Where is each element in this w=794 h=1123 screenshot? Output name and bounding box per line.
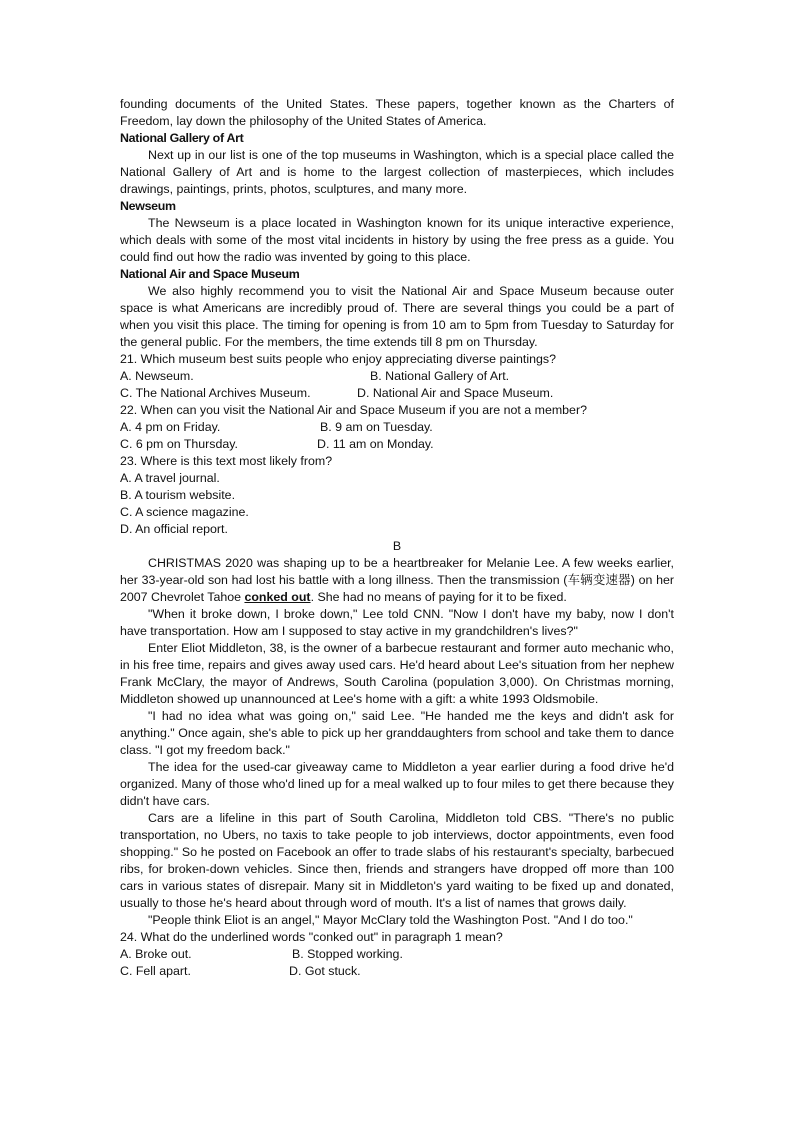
- passage-b-p1-after: . She had no means of paying for it to be fixed.: [310, 590, 567, 604]
- question-24-option-d: D. Got stuck.: [289, 964, 361, 978]
- passage-b-paragraph-5: The idea for the used-car giveaway came to Middleton a year earlier during a food drive he'd organized. Many of those who'd lined up for a meal walked up to four miles to get there because they didn't have cars.: [120, 760, 674, 808]
- passage-b-paragraph-1: [120, 555, 674, 606]
- question-21-option-d: D. National Air and Space Museum.: [357, 386, 554, 400]
- question-23-option-a: A. A travel journal.: [120, 471, 220, 485]
- question-22-options-row-2: [120, 436, 674, 453]
- section-body-newseum: The Newseum is a place located in Washington known for its unique interactive experience, which deals with some of the most vital incidents in history by using the free press as a guide. You could find out how the radio was invented by going to this place.: [120, 216, 674, 264]
- question-24-options-row-1: [120, 946, 674, 963]
- question-21-options-row-2: [120, 385, 674, 402]
- question-22-option-a: A. 4 pm on Friday.: [120, 420, 221, 434]
- question-21-option-b: B. National Gallery of Art.: [370, 369, 510, 383]
- passage-b-paragraph-7: "People think Eliot is an angel," Mayor McClary told the Washington Post. "And I do too.": [148, 913, 633, 927]
- question-23-option-b: B. A tourism website.: [120, 488, 236, 502]
- passage-b-paragraph-4: "I had no idea what was going on," said Lee. "He handed me the keys and didn't ask for anything." Once again, she's able to pick up her granddaughters from school and take them to dance class. "I got my freedom back.": [120, 709, 674, 757]
- question-24-stem: 24. What do the underlined words "conked out" in paragraph 1 mean?: [120, 930, 503, 944]
- question-22-options-row-1: [120, 419, 674, 436]
- passage-a-intro-tail: founding documents of the United States. These papers, together known as the Charters of Freedom, lay down the philosophy of the United States of America.: [120, 97, 674, 128]
- section-heading-newseum: Newseum: [120, 199, 176, 213]
- passage-b-paragraph-3: Enter Eliot Middleton, 38, is the owner of a barbecue restaurant and former auto mechanic who, in his free time, repairs and gives away used cars. He'd heard about Lee's situation from her nephew Frank McClary, the mayor of Andrews, South Carolina (population 3,000). On Christmas morning, Middleton showed up unannounced at Lee's home with a gift: a white 1993 Oldsmobile.: [120, 641, 674, 706]
- question-22-option-c: C. 6 pm on Thursday.: [120, 437, 238, 451]
- passage-b-label: B: [392, 539, 402, 553]
- document-page: [120, 96, 674, 980]
- question-21-option-c: C. The National Archives Museum.: [120, 386, 311, 400]
- question-23-option-d: D. An official report.: [120, 522, 228, 536]
- question-24-option-b: B. Stopped working.: [292, 947, 403, 961]
- question-24-option-c: C. Fell apart.: [120, 964, 191, 978]
- question-23-stem: 23. Where is this text most likely from?: [120, 454, 333, 468]
- question-21-options-row-1: [120, 368, 674, 385]
- question-22-stem: 22. When can you visit the National Air and Space Museum if you are not a member?: [120, 403, 587, 417]
- section-body-air-space: We also highly recommend you to visit the National Air and Space Museum because outer space is what Americans are incredibly proud of. There are several things you could be a part of when you visit this place. The timing for opening is from 10 am to 5pm from Tuesday to Saturday for the general public. For the members, the time extends till 8 pm on Thursday.: [120, 284, 674, 349]
- passage-b-paragraph-6: Cars are a lifeline in this part of South Carolina, Middleton told CBS. "There's no public transportation, no Ubers, no taxis to take people to job interviews, doctor appointments, even food shopping." So he posted on Facebook an offer to trade slabs of his restaurant's specialty, barbecued ribs, for broken-down vehicles. Since then, friends and strangers have dropped off more than 100 cars in various states of disrepair. Many sit in Middleton's yard waiting to be fixed up and donated, usually to those he's heard about through word of mouth. It's a list of names that grows daily.: [120, 811, 674, 910]
- question-22-option-d: D. 11 am on Monday.: [317, 437, 434, 451]
- passage-b-p1-before: CHRISTMAS 2020 was shaping up to be a heartbreaker for Melanie Lee. A few weeks earlier, her 33-year-old son had lost his battle with a long illness. Then the transmission (车辆变速器) on her 2007 Chevrolet Tahoe: [120, 556, 674, 604]
- question-21-stem: 21. Which museum best suits people who enjoy appreciating diverse paintings?: [120, 352, 556, 366]
- section-heading-national-gallery: National Gallery of Art: [120, 131, 244, 145]
- section-heading-air-space: National Air and Space Museum: [120, 267, 300, 281]
- question-23-option-c: C. A science magazine.: [120, 505, 249, 519]
- question-24-option-a: A. Broke out.: [120, 947, 192, 961]
- underlined-phrase-conked-out: conked out: [244, 590, 311, 604]
- passage-b-paragraph-2: "When it broke down, I broke down," Lee told CNN. "Now I don't have my baby, now I don't have transportation. How am I supposed to stay active in my grandchildren's lives?": [120, 607, 674, 638]
- section-body-national-gallery: Next up in our list is one of the top museums in Washington, which is a special place called the National Gallery of Art and is home to the largest collection of masterpieces, which includes drawings, paintings, prints, photos, sculptures, and many more.: [120, 148, 674, 196]
- question-22-option-b: B. 9 am on Tuesday.: [320, 420, 433, 434]
- question-21-option-a: A. Newseum.: [120, 369, 194, 383]
- question-24-options-row-2: [120, 963, 674, 980]
